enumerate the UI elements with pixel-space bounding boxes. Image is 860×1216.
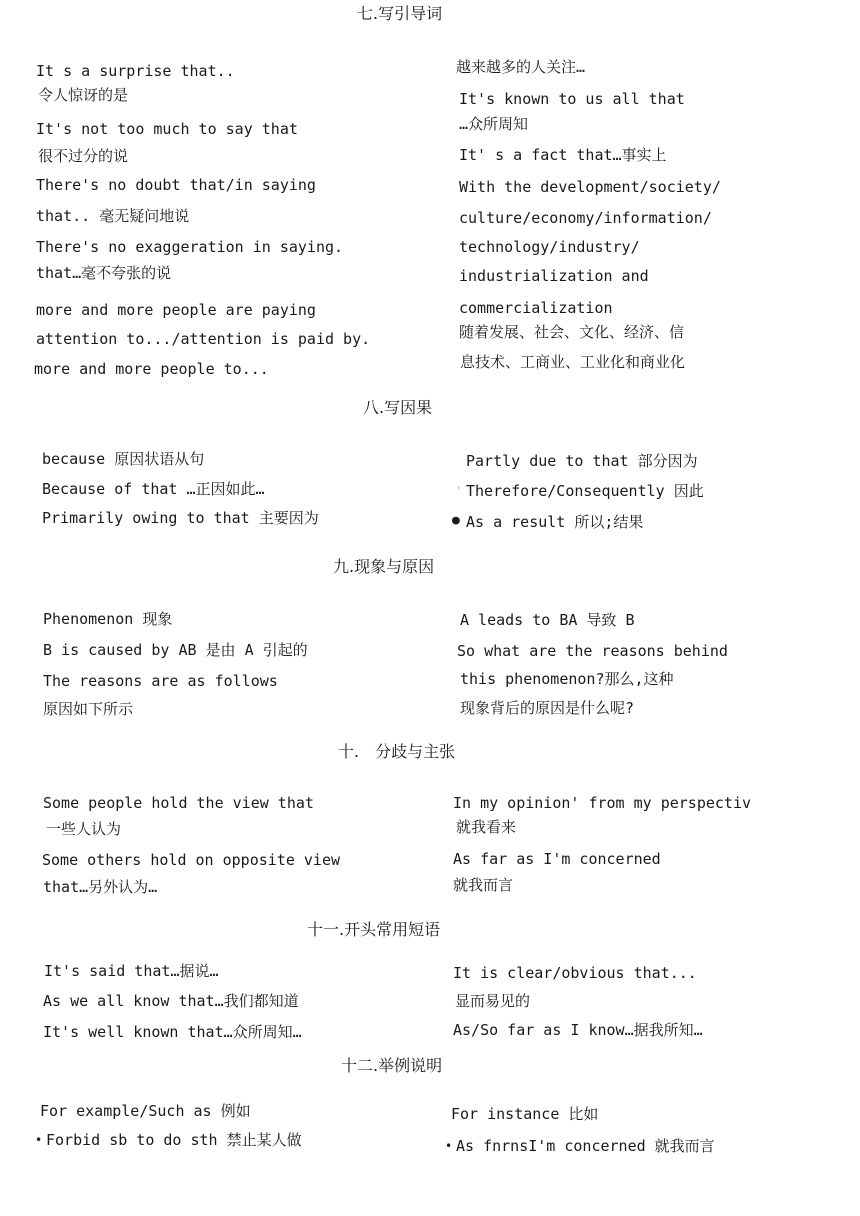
s7-left-line-6: that.. 毫无疑问地说 — [36, 207, 190, 225]
s7-left-line-5: There's no doubt that/in saying — [36, 176, 316, 194]
s7-left-line-11: more and more people to... — [34, 360, 269, 378]
s7-right-line-1: 越来越多的人关注… — [456, 58, 586, 76]
s7-left-line-4: 很不过分的说 — [38, 147, 129, 165]
heading-section-10: 十. 分歧与主张 — [338, 742, 456, 761]
s11-left-line-2: As we all know that…我们都知道 — [43, 992, 299, 1010]
s10-left-line-4: that…另外认为… — [43, 878, 158, 896]
s11-right-line-2: 显而易见的 — [455, 992, 531, 1010]
s10-right-line-2: 就我看来 — [456, 818, 517, 836]
s7-right-line-10: 随着发展、社会、文化、经济、信 — [459, 323, 685, 341]
s9-right-line-1: A leads to BA 导致 B — [460, 611, 635, 629]
s7-right-line-4: It' s a fact that…事实上 — [459, 146, 667, 164]
s10-left-line-2: 一些人认为 — [46, 820, 122, 838]
s7-left-line-8: that…毫不夸张的说 — [36, 264, 172, 282]
s7-right-line-2: It's known to us all that — [459, 90, 685, 108]
s8-left-line-3: Primarily owing to that 主要因为 — [42, 509, 319, 527]
s10-left-line-3: Some others hold on opposite view — [42, 851, 341, 869]
s9-left-line-3: The reasons are as follows — [43, 672, 278, 690]
s10-right-line-3: As far as I'm concerned — [453, 850, 661, 868]
s11-right-line-1: It is clear/obvious that... — [453, 964, 697, 982]
s9-right-line-3: this phenomenon?那么,这种 — [460, 670, 674, 688]
s8-left-line-1: because 原因状语从句 — [42, 450, 205, 468]
s10-right-line-4: 就我而言 — [453, 876, 514, 894]
s11-left-line-1: It's said that…据说… — [44, 962, 219, 980]
heading-section-11: 十一.开头常用短语 — [307, 920, 441, 939]
s7-right-line-3: …众所周知 — [459, 115, 529, 133]
s7-left-line-10: attention to.../attention is paid by. — [36, 330, 371, 348]
s7-right-line-11: 息技术、工商业、工业化和商业化 — [460, 353, 686, 371]
s8-left-line-2: Because of that …正因如此… — [42, 480, 265, 498]
s10-right-line-1: In my opinion' from my perspectiv — [453, 794, 752, 812]
s9-right-line-2: So what are the reasons behind — [457, 642, 728, 660]
s12-left-line-1: For example/Such as 例如 — [40, 1102, 251, 1120]
s8-right-line-3: As a result 所以;结果 — [466, 513, 644, 531]
s11-right-line-3: As/So far as I know…据我所知… — [453, 1021, 703, 1039]
s8-right-line-1: Partly due to that 部分因为 — [466, 452, 698, 470]
s12-right-line-1: For instance 比如 — [451, 1105, 599, 1123]
s8-right-line-2: Therefore/Consequently 因此 — [466, 482, 704, 500]
heading-section-9: 九.现象与原因 — [333, 557, 435, 576]
heading-section-7: 七.写引导词 — [357, 4, 443, 23]
s7-left-line-9: more and more people are paying — [36, 301, 316, 319]
s7-right-line-8: industrialization and — [459, 267, 649, 285]
s10-left-line-1: Some people hold the view that — [43, 794, 314, 812]
s12-left-line-2: Forbid sb to do sth 禁止某人做 — [46, 1131, 302, 1149]
s9-left-line-1: Phenomenon 现象 — [43, 610, 173, 628]
s7-right-line-9: commercialization — [459, 299, 613, 317]
bullet-small-left: • — [35, 1133, 43, 1147]
s11-left-line-3: It's well known that…众所周知… — [43, 1023, 302, 1041]
s9-right-line-4: 现象背后的原因是什么呢? — [460, 699, 635, 717]
s9-left-line-2: B is caused by AB 是由 A 引起的 — [43, 641, 308, 659]
s7-right-line-5: With the development/society/ — [459, 178, 721, 196]
s7-left-line-1: It s a surprise that.. — [36, 62, 235, 80]
heading-section-8: 八.写因果 — [363, 398, 433, 417]
tick-mark: ' — [456, 486, 462, 496]
s12-right-line-2: As fnrnsI'm concerned 就我而言 — [456, 1137, 715, 1155]
s7-left-line-3: It's not too much to say that — [36, 120, 298, 138]
s7-right-line-6: culture/economy/information/ — [459, 209, 712, 227]
s7-left-line-7: There's no exaggeration in saying. — [36, 238, 344, 256]
s9-left-line-4: 原因如下所示 — [43, 700, 134, 718]
heading-section-12: 十二.举例说明 — [341, 1056, 443, 1075]
s7-right-line-7: technology/industry/ — [459, 238, 640, 256]
bullet-dot: ● — [452, 513, 460, 528]
bullet-small-right: • — [445, 1139, 453, 1153]
s7-left-line-2: 令人惊讶的是 — [38, 86, 129, 104]
